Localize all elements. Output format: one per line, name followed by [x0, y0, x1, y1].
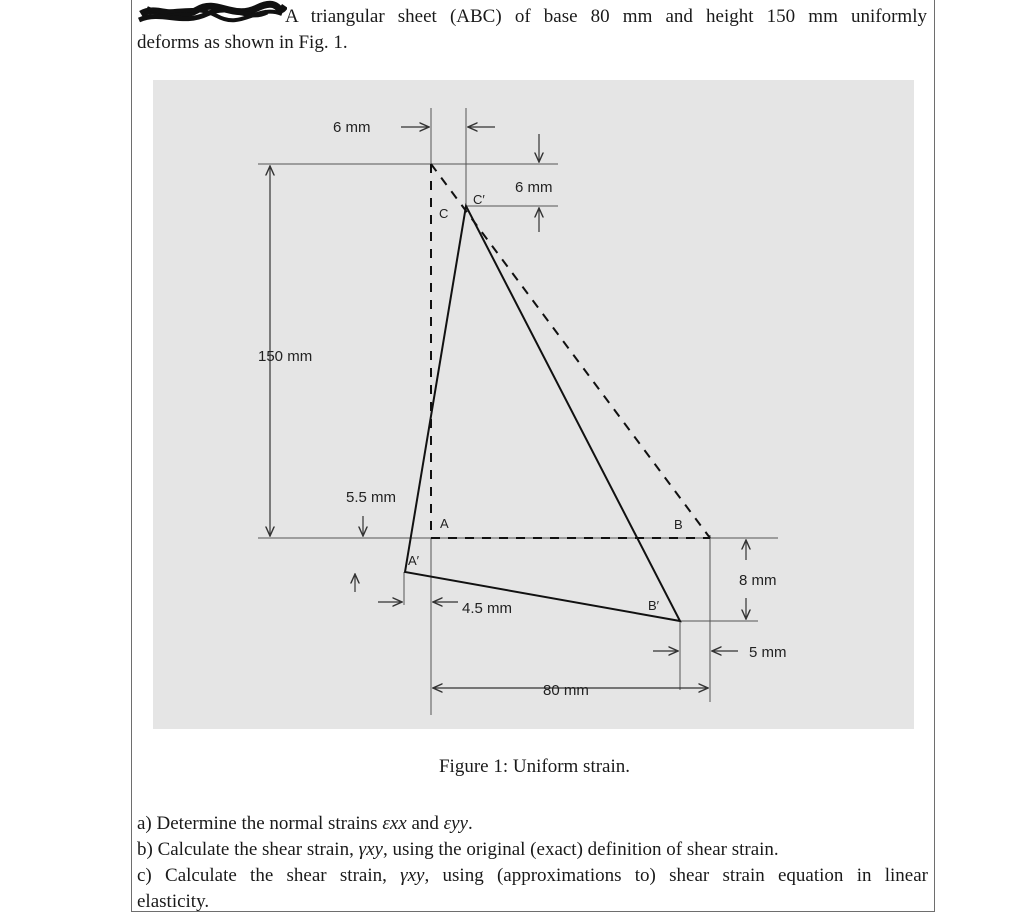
intro-line-1: A triangular sheet (ABC) of base 80 mm and height 150 mm uniformly	[285, 6, 927, 27]
extension-lines	[258, 108, 778, 715]
figure-caption: Figure 1: Uniform strain.	[438, 756, 631, 777]
height-label: 150 mm	[258, 348, 313, 365]
question-a: a) Determine the normal strains εxx and εyy.	[137, 813, 473, 834]
point-c-label: C	[439, 206, 449, 221]
figure-panel	[153, 80, 914, 729]
point-a-label: A	[440, 516, 449, 531]
epsilon-xx: εxx	[382, 813, 407, 834]
point-a-deformed-label: A′	[408, 553, 420, 568]
intro-line-2: deforms as shown in Fig. 1.	[137, 32, 348, 53]
problem-intro	[137, 4, 927, 56]
deformation-diagram	[153, 80, 914, 729]
question-c-line-2: elasticity.	[137, 891, 210, 912]
base-label: 80 mm	[543, 682, 589, 699]
questions	[137, 811, 928, 915]
gamma-xy: γxy	[400, 865, 425, 886]
a-shift-label: 4.5 mm	[462, 600, 513, 617]
question-c: c) Calculate the shear strain, γxy, using (approximations to) shear strain equation in linear	[137, 865, 929, 886]
b-shift-label: 5 mm	[749, 644, 787, 661]
top-shift-label: 6 mm	[333, 119, 371, 136]
point-b-deformed-label: B′	[648, 598, 660, 613]
top-drop-label: 6 mm	[515, 179, 553, 196]
point-c-deformed-label: C′	[473, 192, 485, 207]
b-drop-label: 8 mm	[739, 572, 777, 589]
point-b-label: B	[674, 517, 683, 532]
question-b: b) Calculate the shear strain, γxy, using the original (exact) definition of shear strain.	[137, 839, 779, 860]
gamma-xy: γxy	[358, 839, 383, 860]
a-drop-label: 5.5 mm	[346, 489, 397, 506]
epsilon-yy: εyy	[443, 813, 468, 834]
deformed-triangle	[405, 206, 680, 621]
